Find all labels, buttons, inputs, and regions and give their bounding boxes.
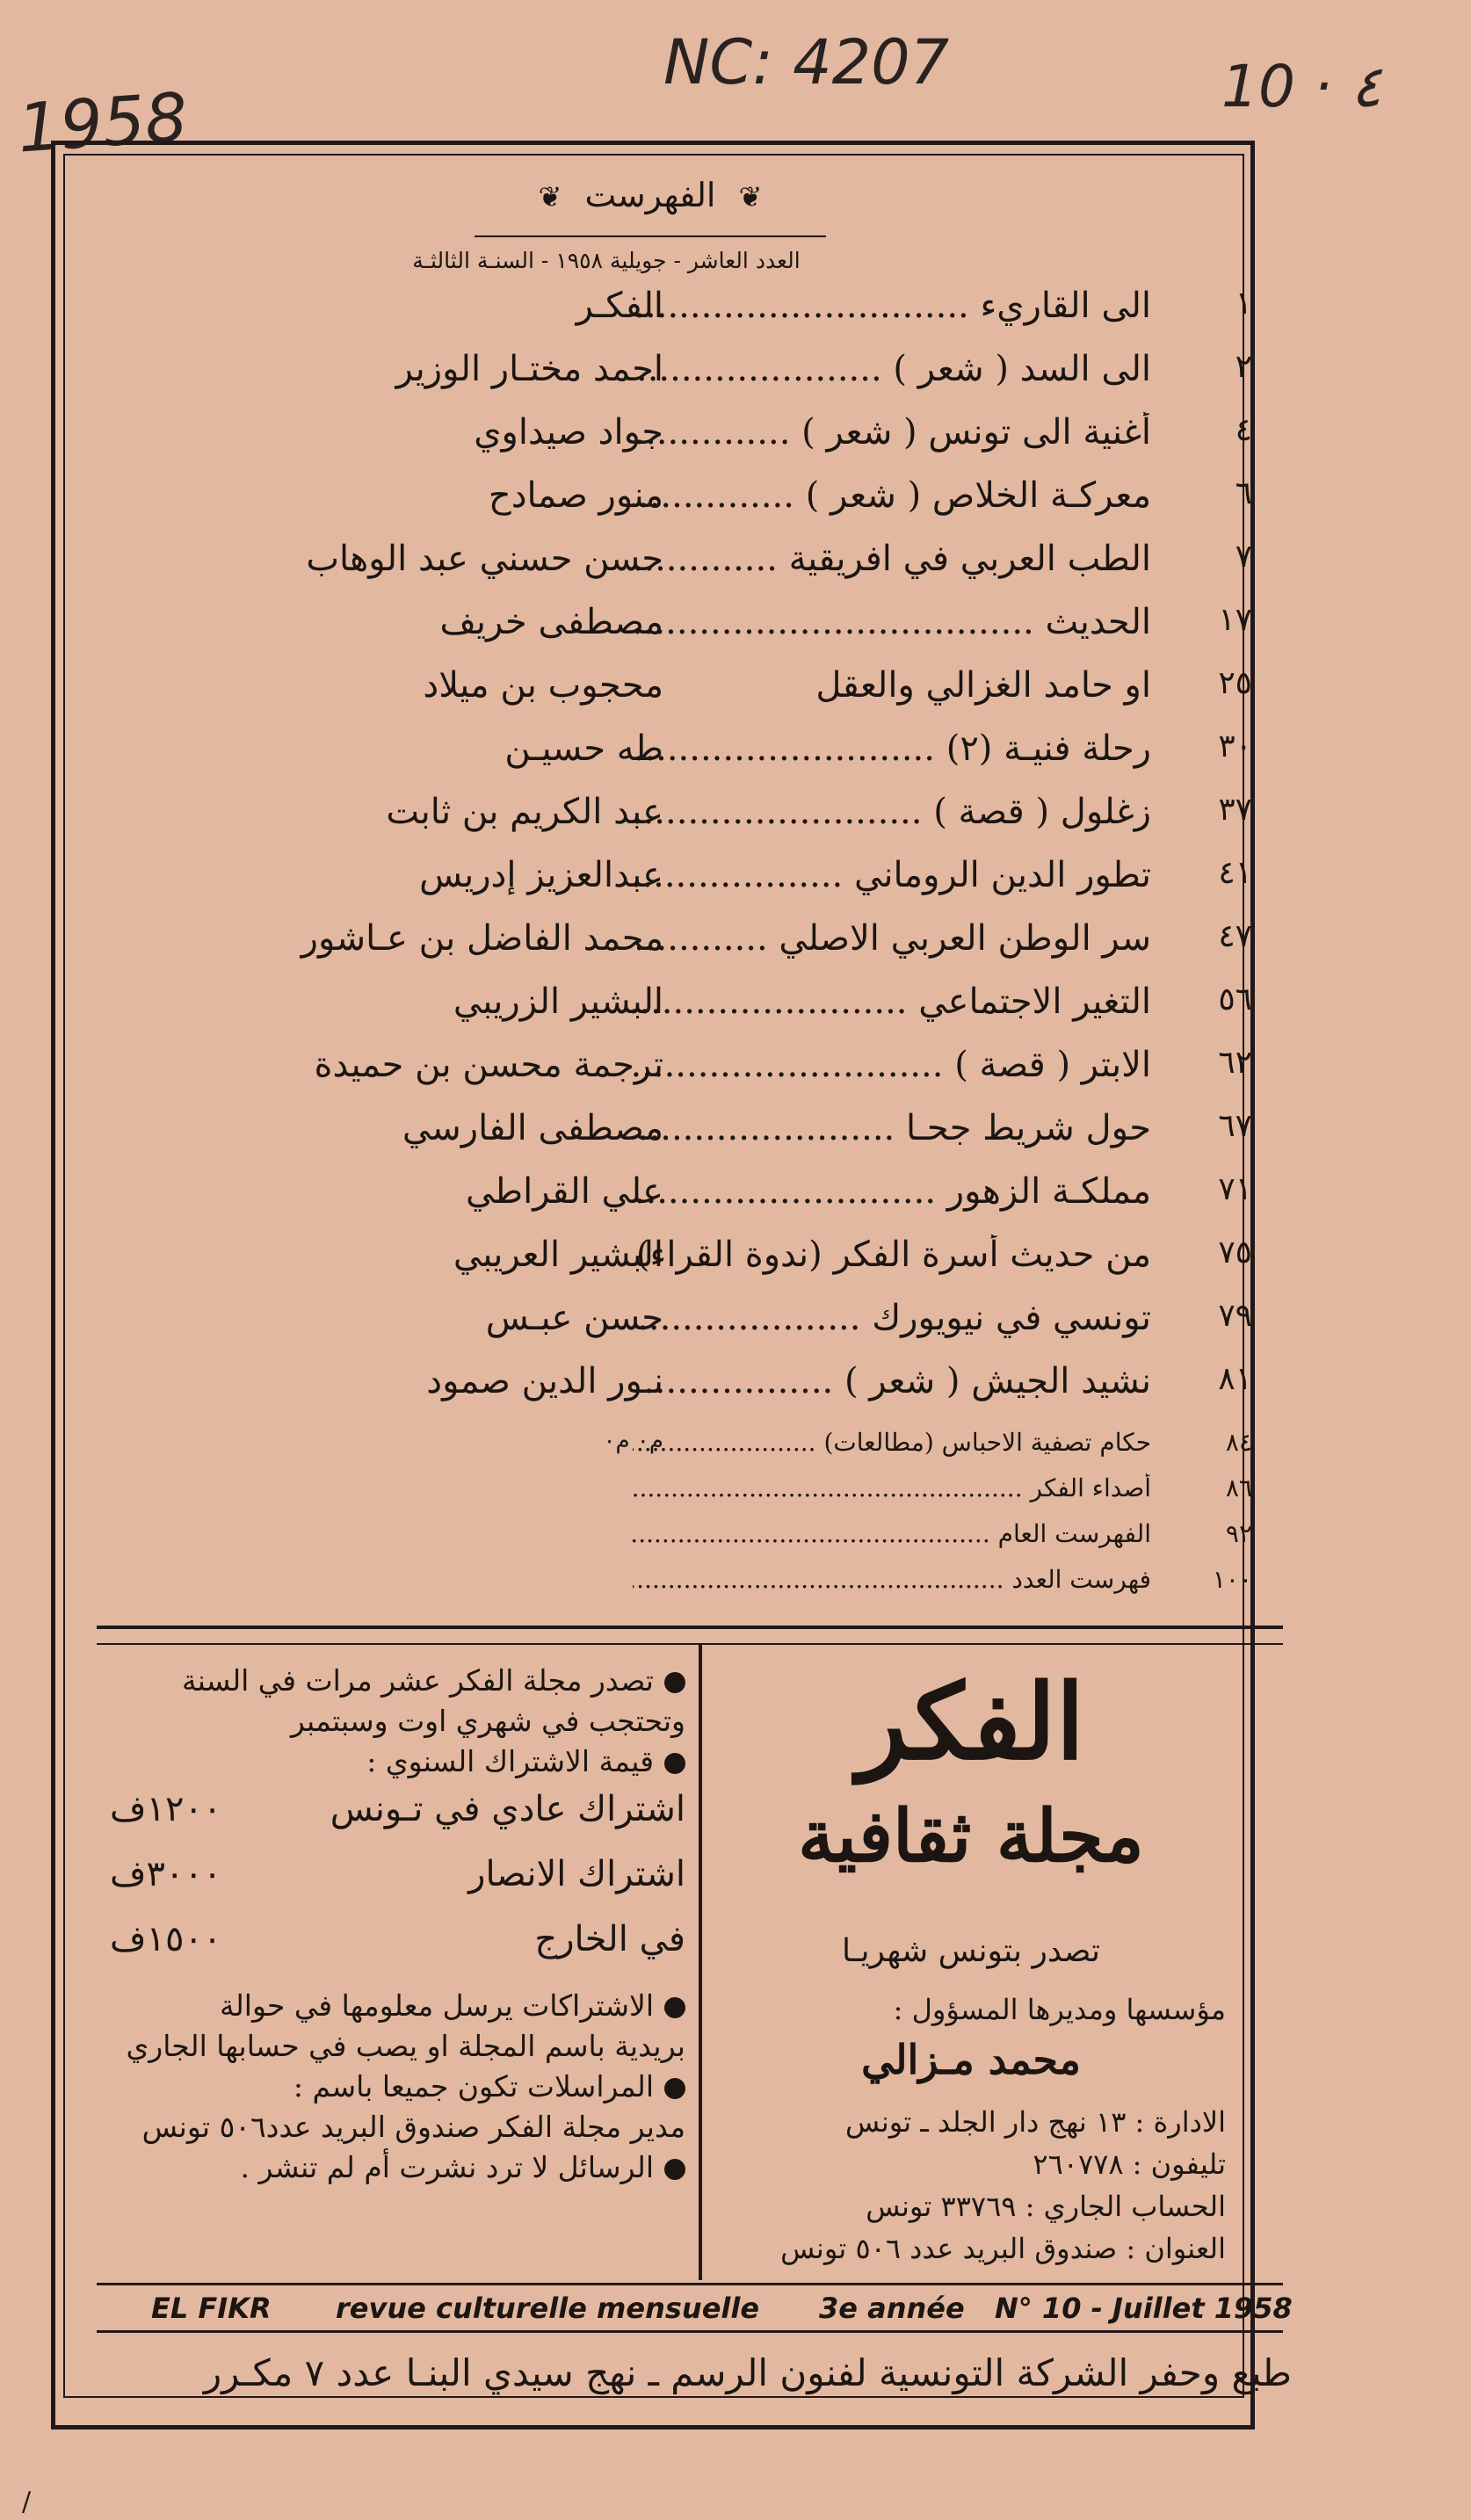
divider-boxes <box>699 1643 702 2280</box>
toc-page: ٧١ <box>1218 1171 1252 1207</box>
toc-title-cell: الحديث ..... <box>633 602 1151 642</box>
toc-author: ترجمة محسن بن حميدة <box>314 1045 663 1085</box>
toc-title-cell: حكام تصفية الاحباس (مطالعات) ..... <box>633 1428 1151 1457</box>
toc-page: ٤٧ <box>1218 918 1252 954</box>
toc-page: ١٠٠ <box>1212 1565 1252 1594</box>
toc-author: احمد مختـار الوزير <box>395 349 663 389</box>
subscription-box <box>101 1661 685 2188</box>
toc-title-cell: سر الوطن العربي الاصلي ..... <box>633 918 1151 959</box>
toc-row <box>97 1565 1252 1604</box>
footer-year: 3e année <box>819 2292 965 2325</box>
toc-row <box>97 412 1252 468</box>
handwritten-page-mark: 10 · ٤ <box>1221 53 1382 120</box>
price-amount: ١٥٠٠ف <box>110 1919 222 1959</box>
footer-desc: revue culturelle mensuelle <box>336 2292 760 2325</box>
toc-row <box>97 728 1252 785</box>
footer-bar <box>63 2285 1302 2328</box>
toc-author: حسن عبـس <box>485 1298 663 1338</box>
toc-row <box>97 286 1252 342</box>
monthly-note: تصدر بتونس شهريـا <box>842 1933 1100 1969</box>
price-label: اشتراك الانصار <box>468 1854 685 1894</box>
toc-author: حسن حسني عبد الوهاب <box>306 539 663 579</box>
subs-line <box>101 1661 685 1701</box>
toc-author: عبد الكريم بن ثابت <box>386 792 663 832</box>
title-underline <box>475 235 826 237</box>
magazine-subtitle: مجلة ثقافية <box>798 1794 1144 1879</box>
toc-row <box>97 918 1252 974</box>
handwritten-catalog-number: NC: 4207 <box>663 26 950 98</box>
director-name: محمد مـزالي <box>861 2036 1081 2083</box>
subs-line <box>101 2147 685 2188</box>
toc-title-cell: من حديث أسرة الفكر (ندوة القراء) <box>635 1235 1151 1275</box>
subs-text: وتحتجب في شهري اوت وسبتمبر <box>290 1704 685 1738</box>
toc-row <box>97 602 1252 658</box>
toc-page: ٧ <box>1235 539 1252 575</box>
toc-author: محمد الفاضل بن عـاشور <box>301 918 663 959</box>
toc-row <box>97 1428 1252 1466</box>
toc-title-cell: الفهرست العام ..... <box>633 1519 1151 1548</box>
toc-author: الفكـر <box>576 286 663 326</box>
ornament-right-icon: ❦ <box>538 180 562 214</box>
toc-page: ٣٧ <box>1218 792 1252 828</box>
price-amount: ٣٠٠٠ف <box>110 1854 222 1894</box>
toc-page: ٣٠ <box>1218 728 1252 764</box>
toc-title-cell: أغنية الى تونس ( شعر ) ..... <box>633 412 1151 453</box>
footer-name: EL FIKR <box>151 2292 272 2325</box>
toc-author: البشير الزريبي <box>453 981 663 1022</box>
toc-row <box>97 1519 1252 1558</box>
admin-address: الادارة : ١٣ نهج دار الجلد ـ تونس <box>845 2105 1226 2139</box>
price-label: اشتراك عادي في تـونس <box>330 1789 685 1829</box>
toc-title-cell: الطب العربي في افريقية ..... <box>633 539 1151 579</box>
toc-page: ٦ <box>1235 475 1252 511</box>
toc-page: ٨٤ <box>1225 1428 1252 1457</box>
toc-title-cell: رحلة فنيـة (٢) ..... <box>633 728 1151 769</box>
toc-row <box>97 1361 1252 1417</box>
toc-author: محجوب بن ميلاد <box>423 665 663 706</box>
divider-footer-bottom <box>97 2330 1283 2333</box>
price-label: في الخارج <box>534 1919 685 1959</box>
toc-row <box>97 1045 1252 1101</box>
price-row <box>101 1782 685 1847</box>
masthead-box <box>707 1656 1235 2270</box>
printer-line: طبع وحفر الشركة التونسية لفنون الرسم ـ نهج سيدي البنـا عدد ٧ مكـرر <box>203 2351 1292 2394</box>
toc-title-cell: فهرست العدد ..... <box>633 1565 1151 1594</box>
toc-author: نـور الدين صمود <box>426 1361 663 1401</box>
subs-text: بريدية باسم المجلة او يصب في حسابها الجاري <box>126 2029 685 2063</box>
toc-row <box>97 855 1252 911</box>
subs-text: المراسلات تكون جميعا باسم : <box>293 2069 654 2104</box>
toc-author: البشير العريبي <box>453 1235 663 1275</box>
toc-page: ٢٥ <box>1218 665 1252 701</box>
bullet-icon <box>664 1997 685 2018</box>
subs-text: قيمة الاشتراك السنوي : <box>366 1744 654 1778</box>
bullet-icon <box>664 2159 685 2180</box>
toc-page: ٦٢ <box>1218 1045 1252 1081</box>
toc-page: ٨٦ <box>1225 1474 1252 1503</box>
price-row <box>101 1912 685 1977</box>
toc-page: ٢ <box>1235 349 1252 385</box>
issue-info: العدد العاشر - جويلية ١٩٥٨ - السنـة الثالثـة <box>412 248 801 273</box>
toc-author: مصطفى خريف <box>439 602 663 642</box>
toc-title-cell: الى السد ( شعر ) ..... <box>633 349 1151 389</box>
toc-row <box>97 475 1252 532</box>
toc-page: ٤ <box>1235 412 1252 448</box>
toc-title-cell: الى القاريء ..... <box>633 286 1151 326</box>
toc-title-cell: أصداء الفكر ..... <box>633 1474 1151 1503</box>
subs-text: مدير مجلة الفكر صندوق البريد عدد٥٠٦ تونس <box>141 2110 685 2144</box>
toc-title-cell: التغير الاجتماعي ..... <box>633 981 1151 1022</box>
toc-title-cell: معركـة الخلاص ( شعر ) ..... <box>633 475 1151 516</box>
toc-row <box>97 792 1252 848</box>
ornament-left-icon: ❦ <box>738 180 763 214</box>
bullet-icon <box>664 1753 685 1774</box>
toc-row <box>97 349 1252 405</box>
toc-author: علي القراطي <box>465 1171 663 1212</box>
toc-row <box>97 665 1252 721</box>
toc-title-cell: مملكـة الزهور ..... <box>633 1171 1151 1212</box>
subs-line <box>101 2026 685 2067</box>
toc-author: جواد صيداوي <box>474 412 663 453</box>
toc-row <box>97 1298 1252 1354</box>
price-row <box>101 1847 685 1912</box>
subs-text: الرسائل لا ترد نشرت أم لم تنشر . <box>240 2150 654 2184</box>
toc-author: م٠ م٠ <box>603 1428 663 1454</box>
toc-page: ٨١ <box>1218 1361 1252 1397</box>
toc-title-cell: تطور الدين الروماني ..... <box>633 855 1151 895</box>
divider-boxes-top <box>97 1643 1283 1645</box>
divider-toc-bottom <box>97 1626 1283 1629</box>
bullet-icon <box>664 1672 685 1693</box>
toc-title-text: الفهرست <box>584 176 716 214</box>
toc-page: ٤١ <box>1218 855 1252 891</box>
subs-line <box>101 1742 685 1782</box>
subs-line <box>101 2067 685 2107</box>
toc-author: عبدالعزيز إدريس <box>419 855 663 895</box>
toc-page: ٧٥ <box>1218 1235 1252 1271</box>
handwritten-year: 1958 <box>15 77 191 168</box>
toc-row <box>97 539 1252 595</box>
toc-title-cell: تونسي في نيويورك ..... <box>633 1298 1151 1338</box>
phone-number: تليفون : ٢٦٠٧٧٨ <box>1033 2147 1226 2181</box>
toc-row <box>97 1108 1252 1164</box>
subs-line <box>101 2107 685 2147</box>
footer-issue: N° 10 - Juillet 1958 <box>995 2292 1293 2325</box>
toc-row <box>97 1235 1252 1291</box>
toc-row <box>97 1171 1252 1227</box>
toc-row <box>97 981 1252 1038</box>
corner-mark: / <box>22 2487 32 2517</box>
toc-page: ١ <box>1235 286 1252 322</box>
postal-address: العنوان : صندوق البريد عدد ٥٠٦ تونس <box>780 2232 1226 2265</box>
price-amount: ١٢٠٠ف <box>110 1789 222 1829</box>
subs-line <box>101 1701 685 1742</box>
subs-text: تصدر مجلة الفكر عشر مرات في السنة <box>182 1663 654 1698</box>
toc-title-cell: او حامد الغزالي والعقل <box>815 665 1151 706</box>
toc-page: ٦٧ <box>1218 1108 1252 1144</box>
toc-author: منور صمادح <box>488 475 663 516</box>
toc-page: ٩٢ <box>1225 1519 1252 1548</box>
toc-author: طه حسيـن <box>504 728 663 769</box>
subs-text: الاشتراكات يرسل معلومها في حوالة <box>220 1988 654 2023</box>
magazine-logo: الفكر <box>857 1661 1085 1783</box>
toc-page: ٧٩ <box>1218 1298 1252 1334</box>
toc-page: ١٧ <box>1218 602 1252 638</box>
founder-label: مؤسسها ومديرها المسؤول : <box>893 1993 1226 2026</box>
toc-row <box>97 1474 1252 1512</box>
toc-title-cell: حول شريط جحـا ..... <box>633 1108 1151 1148</box>
bullet-icon <box>664 2078 685 2099</box>
toc-title-cell: نشيد الجيش ( شعر ) ..... <box>633 1361 1151 1401</box>
toc-author: مصطفى الفارسي <box>402 1108 663 1148</box>
toc-title-cell: الابتر ( قصة ) ..... <box>633 1045 1151 1085</box>
subs-line <box>101 1986 685 2026</box>
toc-title <box>457 176 844 214</box>
toc-page: ٥٦ <box>1218 981 1252 1017</box>
toc-title-cell: زغلول ( قصة ) ..... <box>633 792 1151 832</box>
table-of-contents <box>97 286 1252 1604</box>
current-account: الحساب الجاري : ٣٣٧٦٩ تونس <box>866 2190 1226 2223</box>
